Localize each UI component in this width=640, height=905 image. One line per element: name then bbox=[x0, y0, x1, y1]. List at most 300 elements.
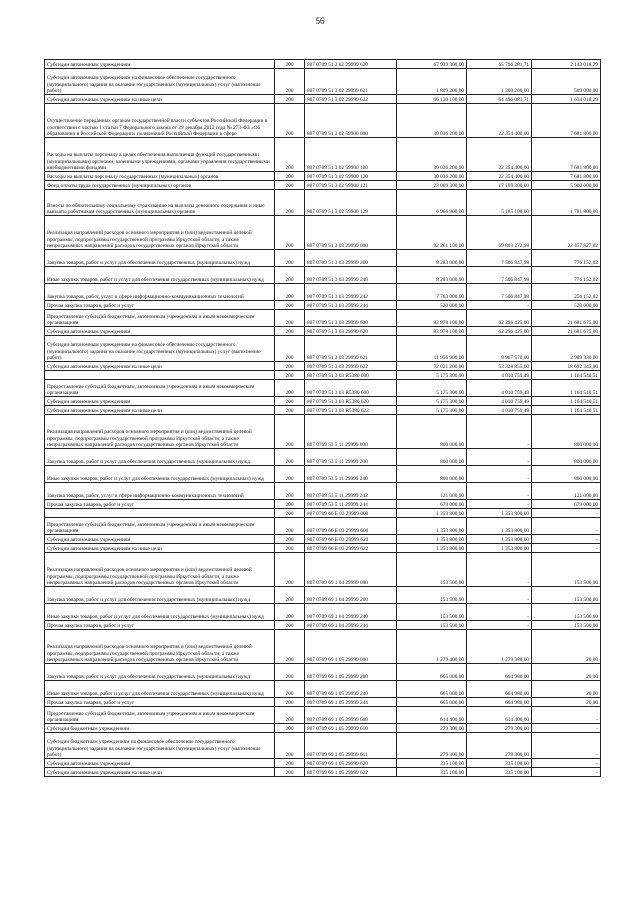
cell-name: Закупка товаров, работ и услуг для обеспечения государственных (муниципальных) нужд bbox=[45, 587, 275, 604]
cell-plan: 153 500,00 bbox=[397, 553, 467, 587]
cell-plan: 30 036 200,00 bbox=[397, 138, 467, 172]
cell-name: Взносы по обязательному социальному страхованию на выплаты денежного содержания и иные выплаты работникам государственных (муниципальных) органов bbox=[45, 190, 275, 216]
cell-rest: - bbox=[532, 509, 601, 518]
cell-done: 664 980,00 bbox=[467, 664, 532, 681]
cell-rest: 776 152,02 bbox=[532, 250, 601, 267]
table-row bbox=[45, 95, 601, 104]
cell-plan: 1 353 800,00 bbox=[397, 518, 467, 535]
table-row bbox=[45, 707, 601, 724]
cell-done: 22 354 400,00 bbox=[467, 172, 532, 181]
cell-rest: - bbox=[532, 707, 601, 724]
cell-plan: 5 175 300,00 bbox=[397, 397, 467, 406]
cell-name: Закупка товаров, работ, услуг в сфере информационно-коммуникационных технологий bbox=[45, 284, 275, 301]
cell-done: 614 400,00 bbox=[467, 707, 532, 724]
cell-done: 664 980,00 bbox=[467, 681, 532, 698]
cell-done: 1 353 800,00 bbox=[467, 518, 532, 535]
cell-done: 279 300,00 bbox=[467, 733, 532, 759]
cell-name: Иные закупки товаров, работ и услуг для обеспечения государственных (муниципальных) нужд bbox=[45, 466, 275, 483]
cell-csr: 807 0709 69 1 04 29999 244 bbox=[305, 621, 397, 630]
cell-done: - bbox=[467, 466, 532, 483]
table-row bbox=[45, 587, 601, 604]
cell-csr: 807 0709 69 1 05 29999 611 bbox=[305, 733, 397, 759]
cell-rest: 7 681 800,00 bbox=[532, 172, 601, 181]
cell-csr: 807 0709 69 1 05 29999 200 bbox=[305, 664, 397, 681]
cell-rest: 1 634 018,29 bbox=[532, 95, 601, 104]
cell-rest: 20,00 bbox=[532, 698, 601, 707]
cell-rest: - bbox=[532, 733, 601, 759]
cell-csr: 807 0709 51 3 02 29999 621 bbox=[305, 69, 397, 95]
cell-plan: 1 353 800,00 bbox=[397, 535, 467, 544]
table-row bbox=[45, 362, 601, 371]
cell-code: 200 bbox=[275, 466, 305, 483]
cell-csr: 807 0709 69 1 05 29999 620 bbox=[305, 759, 397, 768]
cell-csr: 807 0709 51 3 03 R5380 000 bbox=[305, 371, 397, 380]
cell-csr: 807 0709 53 5 11 29999 240 bbox=[305, 466, 397, 483]
cell-name: Иные закупки товаров, работ и услуг для обеспечения государственных (муниципальных) нужд bbox=[45, 267, 275, 284]
cell-rest: 18 692 345,00 bbox=[532, 362, 601, 371]
cell-rest: 22 457 827,02 bbox=[532, 216, 601, 250]
cell-csr: 807 0709 66 Б 03 29999 620 bbox=[305, 535, 397, 544]
cell-code: 200 bbox=[275, 483, 305, 500]
cell-csr: 807 0709 53 5 11 29999 242 bbox=[305, 483, 397, 500]
cell-rest: 256 152,02 bbox=[532, 284, 601, 301]
cell-code: 200 bbox=[275, 190, 305, 216]
cell-code: 200 bbox=[275, 664, 305, 681]
table-row bbox=[45, 380, 601, 397]
cell-name: Закупка товаров, работ, услуг в сфере информационно-коммуникационных технологий bbox=[45, 483, 275, 500]
cell-done: 1 353 800,00 bbox=[467, 544, 532, 553]
cell-csr: 807 0709 51 3 02 59900 120 bbox=[305, 172, 397, 181]
cell-code: 200 bbox=[275, 535, 305, 544]
cell-done: 1 353 800,00 bbox=[467, 509, 532, 518]
table-row bbox=[45, 216, 601, 250]
cell-name: Субсидии автономным учреждениям на иные цели bbox=[45, 406, 275, 415]
cell-code: 200 bbox=[275, 415, 305, 449]
cell-code: 200 bbox=[275, 724, 305, 733]
cell-done: 4 010 759,49 bbox=[467, 380, 532, 397]
table-row bbox=[45, 535, 601, 544]
cell-done: 22 354 400,00 bbox=[467, 138, 532, 172]
cell-name: Предоставление субсидий бюджетным, автономным учреждениям и иным некоммерческим организациям bbox=[45, 707, 275, 724]
cell-rest: - bbox=[532, 768, 601, 777]
cell-code: 200 bbox=[275, 181, 305, 190]
cell-done: - bbox=[467, 483, 532, 500]
table-row bbox=[45, 553, 601, 587]
cell-rest: 153 500,00 bbox=[532, 621, 601, 630]
cell-code: 200 bbox=[275, 509, 305, 518]
cell-name: Закупка товаров, работ и услуг для обеспечения государственных (муниципальных) нужд bbox=[45, 250, 275, 267]
cell-plan: 520 000,00 bbox=[397, 301, 467, 310]
table-row bbox=[45, 664, 601, 681]
cell-name: Субсидии автономным учреждениям bbox=[45, 759, 275, 768]
table-row bbox=[45, 759, 601, 768]
cell-code: 200 bbox=[275, 397, 305, 406]
cell-rest: - bbox=[532, 518, 601, 535]
cell-csr: 807 0709 51 3 02 29999 620 bbox=[305, 60, 397, 69]
cell-done: - bbox=[467, 301, 532, 310]
table-row bbox=[45, 327, 601, 336]
table-row bbox=[45, 181, 601, 190]
cell-code: 200 bbox=[275, 172, 305, 181]
cell-code: 200 bbox=[275, 759, 305, 768]
cell-code: 200 bbox=[275, 698, 305, 707]
cell-done: 69 803 272,98 bbox=[467, 216, 532, 250]
cell-done: 65 796 281,71 bbox=[467, 60, 532, 69]
cell-done: 17 169 300,00 bbox=[467, 181, 532, 190]
cell-csr: 807 0709 51 3 03 29999 621 bbox=[305, 336, 397, 362]
cell-code: 200 bbox=[275, 95, 305, 104]
cell-rest: 20,00 bbox=[532, 664, 601, 681]
cell-plan: 665 000,00 bbox=[397, 698, 467, 707]
cell-plan: 67 939 300,00 bbox=[397, 60, 467, 69]
cell-csr: 807 0709 69 1 05 29999 244 bbox=[305, 698, 397, 707]
cell-done: 335 100,00 bbox=[467, 768, 532, 777]
cell-rest: 20,00 bbox=[532, 630, 601, 664]
cell-code: 200 bbox=[275, 371, 305, 380]
cell-code: 200 bbox=[275, 604, 305, 621]
cell-done: 1 300 200,00 bbox=[467, 69, 532, 95]
table-row bbox=[45, 483, 601, 500]
cell-plan: 679 000,00 bbox=[397, 500, 467, 509]
cell-done: 64 496 081,71 bbox=[467, 95, 532, 104]
cell-plan: 1 809 200,00 bbox=[397, 69, 467, 95]
cell-name: Субсидии автономным учреждениям bbox=[45, 60, 275, 69]
cell-rest: 800 000,00 bbox=[532, 466, 601, 483]
cell-code: 200 bbox=[275, 69, 305, 95]
cell-csr: 807 0709 51 3 03 29999 000 bbox=[305, 216, 397, 250]
cell-plan: 5 175 300,00 bbox=[397, 371, 467, 380]
cell-csr: 807 0709 69 1 04 29999 200 bbox=[305, 587, 397, 604]
cell-rest: 1 164 540,51 bbox=[532, 406, 601, 415]
cell-rest: 121 000,00 bbox=[532, 483, 601, 500]
cell-done: 7 506 847,98 bbox=[467, 284, 532, 301]
cell-rest: - bbox=[532, 535, 601, 544]
cell-done: 335 100,00 bbox=[467, 759, 532, 768]
cell-rest: 5 900 000,00 bbox=[532, 181, 601, 190]
cell-done: - bbox=[467, 449, 532, 466]
cell-code: 200 bbox=[275, 518, 305, 535]
budget-table-body bbox=[45, 60, 601, 777]
table-row bbox=[45, 371, 601, 380]
table-row bbox=[45, 104, 601, 138]
cell-csr: 807 0709 51 3 02 59900 129 bbox=[305, 190, 397, 216]
cell-done: - bbox=[467, 415, 532, 449]
cell-rest: - bbox=[532, 544, 601, 553]
table-row bbox=[45, 397, 601, 406]
cell-plan: 800 000,00 bbox=[397, 415, 467, 449]
cell-name: Закупка товаров, работ и услуг для обеспечения государственных (муниципальных) нужд bbox=[45, 664, 275, 681]
cell-csr: 807 0709 69 1 05 29999 240 bbox=[305, 681, 397, 698]
cell-plan: 30 036 200,00 bbox=[397, 172, 467, 181]
table-row bbox=[45, 69, 601, 95]
cell-done: 279 300,00 bbox=[467, 724, 532, 733]
cell-name: Реализация направлений расходов основного мероприятия и (или) ведомственной целевой программы, подпрограммы государственной программы Иркутской области, а также непрограммных направлений расходов государственных органов Иркутской области bbox=[45, 216, 275, 250]
cell-plan: 800 000,00 bbox=[397, 466, 467, 483]
table-row bbox=[45, 544, 601, 553]
cell-plan: 6 966 900,00 bbox=[397, 190, 467, 216]
cell-code: 200 bbox=[275, 544, 305, 553]
table-row bbox=[45, 630, 601, 664]
cell-code: 200 bbox=[275, 380, 305, 397]
cell-plan: 11 956 900,00 bbox=[397, 336, 467, 362]
cell-plan: 1 279 400,00 bbox=[397, 630, 467, 664]
cell-plan: 121 000,00 bbox=[397, 483, 467, 500]
cell-done: 7 506 847,98 bbox=[467, 250, 532, 267]
cell-name: Иные закупки товаров, работ и услуг для обеспечения государственных (муниципальных) нужд bbox=[45, 604, 275, 621]
cell-code: 200 bbox=[275, 406, 305, 415]
cell-rest: - bbox=[532, 759, 601, 768]
cell-rest: 2 143 018,29 bbox=[532, 60, 601, 69]
cell-rest: 20,00 bbox=[532, 681, 601, 698]
cell-name: Субсидии автономным учреждениям на иные цели bbox=[45, 95, 275, 104]
cell-plan: 5 175 300,00 bbox=[397, 380, 467, 397]
cell-plan: 335 100,00 bbox=[397, 768, 467, 777]
cell-plan: 279 300,00 bbox=[397, 724, 467, 733]
table-row bbox=[45, 336, 601, 362]
table-row bbox=[45, 449, 601, 466]
cell-name: Субсидии автономным учреждениям на иные цели bbox=[45, 768, 275, 777]
cell-name: Субсидии автономным учреждениям на иные цели bbox=[45, 362, 275, 371]
cell-name: Иные закупки товаров, работ и услуг для обеспечения государственных (муниципальных) нужд bbox=[45, 681, 275, 698]
cell-rest: 2 989 330,00 bbox=[532, 336, 601, 362]
cell-code: 200 bbox=[275, 267, 305, 284]
cell-csr: 807 0709 51 3 03 29999 600 bbox=[305, 310, 397, 327]
cell-name: Прочая закупка товаров, работ и услуг bbox=[45, 500, 275, 509]
cell-rest: 800 000,00 bbox=[532, 449, 601, 466]
cell-name: Субсидии бюджетным учреждениям bbox=[45, 724, 275, 733]
cell-name: Предоставление субсидий бюджетным, автономным учреждениям и иным некоммерческим организациям bbox=[45, 310, 275, 327]
cell-plan: 8 283 000,00 bbox=[397, 267, 467, 284]
cell-code: 200 bbox=[275, 336, 305, 362]
cell-rest: 1 164 540,51 bbox=[532, 397, 601, 406]
cell-name bbox=[45, 371, 275, 380]
cell-name: Реализация направлений расходов основного мероприятия и (или) ведомственной целевой программы, подпрограммы государственной программы Иркутской области, а также непрограммных направлений расходов государственных органов Иркутской области bbox=[45, 415, 275, 449]
cell-plan: 665 000,00 bbox=[397, 664, 467, 681]
cell-done: - bbox=[467, 587, 532, 604]
cell-name: Субсидии автономным учреждениям bbox=[45, 535, 275, 544]
cell-rest: 1 164 540,51 bbox=[532, 380, 601, 397]
cell-csr: 807 0709 53 5 11 29999 000 bbox=[305, 415, 397, 449]
cell-code: 200 bbox=[275, 250, 305, 267]
cell-rest: 679 000,00 bbox=[532, 500, 601, 509]
cell-done: 4 010 759,49 bbox=[467, 397, 532, 406]
cell-done: 1 353 800,00 bbox=[467, 535, 532, 544]
budget-table bbox=[44, 59, 601, 777]
table-row bbox=[45, 681, 601, 698]
cell-plan: 66 130 100,00 bbox=[397, 95, 467, 104]
cell-csr: 807 0709 51 3 03 29999 244 bbox=[305, 301, 397, 310]
cell-done: 53 328 855,00 bbox=[467, 362, 532, 371]
table-row bbox=[45, 500, 601, 509]
cell-csr: 807 0709 51 3 03 R5380 622 bbox=[305, 406, 397, 415]
cell-name: Субсидии бюджетным учреждениям на финансовое обеспечение государственного (муниципального) задания на оказание государственных (муниципальных) услуг (выполнение работ) bbox=[45, 733, 275, 759]
cell-name: Прочая закупка товаров, работ и услуг bbox=[45, 698, 275, 707]
cell-plan: 665 000,00 bbox=[397, 681, 467, 698]
cell-plan: 335 100,00 bbox=[397, 759, 467, 768]
cell-plan: 800 000,00 bbox=[397, 449, 467, 466]
cell-code: 200 bbox=[275, 500, 305, 509]
cell-plan: 5 175 300,00 bbox=[397, 406, 467, 415]
cell-plan: 8 283 000,00 bbox=[397, 250, 467, 267]
cell-csr: 807 0709 51 3 02 59900 000 bbox=[305, 104, 397, 138]
cell-csr: 807 0709 51 3 03 29999 200 bbox=[305, 250, 397, 267]
cell-plan: 1 353 800,00 bbox=[397, 544, 467, 553]
cell-name: Прочая закупка товаров, работ и услуг bbox=[45, 621, 275, 630]
cell-csr: 807 0709 69 1 05 29999 610 bbox=[305, 724, 397, 733]
cell-code: 200 bbox=[275, 216, 305, 250]
cell-name bbox=[45, 509, 275, 518]
table-row bbox=[45, 733, 601, 759]
cell-csr: 807 0709 51 3 02 59900 121 bbox=[305, 181, 397, 190]
cell-plan: 30 036 200,00 bbox=[397, 104, 467, 138]
cell-plan: 153 500,00 bbox=[397, 604, 467, 621]
cell-name: Субсидии автономным учреждениям bbox=[45, 327, 275, 336]
cell-csr: 807 0709 51 3 03 29999 240 bbox=[305, 267, 397, 284]
cell-done: - bbox=[467, 553, 532, 587]
cell-done: 62 296 425,00 bbox=[467, 327, 532, 336]
table-row bbox=[45, 621, 601, 630]
cell-done: 1 279 380,00 bbox=[467, 630, 532, 664]
cell-rest: 520 000,00 bbox=[532, 301, 601, 310]
cell-rest: 153 500,00 bbox=[532, 604, 601, 621]
cell-csr: 807 0709 69 1 05 29999 622 bbox=[305, 768, 397, 777]
cell-name: Субсидии автономным учреждениям на иные цели bbox=[45, 544, 275, 553]
table-row bbox=[45, 768, 601, 777]
cell-code: 200 bbox=[275, 768, 305, 777]
cell-csr: 807 0709 66 Б 03 29999 000 bbox=[305, 509, 397, 518]
cell-rest: 153 500,00 bbox=[532, 587, 601, 604]
cell-done: 4 010 759,49 bbox=[467, 371, 532, 380]
cell-code: 200 bbox=[275, 707, 305, 724]
cell-code: 200 bbox=[275, 284, 305, 301]
cell-done: - bbox=[467, 621, 532, 630]
cell-done: 62 296 425,00 bbox=[467, 310, 532, 327]
table-row bbox=[45, 518, 601, 535]
cell-csr: 807 0709 51 3 02 29999 622 bbox=[305, 95, 397, 104]
cell-code: 200 bbox=[275, 310, 305, 327]
cell-code: 200 bbox=[275, 138, 305, 172]
table-row bbox=[45, 698, 601, 707]
table-row bbox=[45, 406, 601, 415]
cell-csr: 807 0709 51 3 03 29999 622 bbox=[305, 362, 397, 371]
cell-code: 200 bbox=[275, 301, 305, 310]
cell-rest: - bbox=[532, 724, 601, 733]
cell-rest: 7 681 800,00 bbox=[532, 104, 601, 138]
cell-plan: 153 500,00 bbox=[397, 587, 467, 604]
cell-csr: 807 0709 51 3 02 59900 100 bbox=[305, 138, 397, 172]
cell-csr: 807 0709 51 3 03 R5380 600 bbox=[305, 380, 397, 397]
table-row bbox=[45, 466, 601, 483]
cell-rest: 1 164 540,51 bbox=[532, 371, 601, 380]
cell-done: 7 506 847,98 bbox=[467, 267, 532, 284]
cell-rest: 153 500,00 bbox=[532, 553, 601, 587]
table-row bbox=[45, 250, 601, 267]
cell-code: 200 bbox=[275, 449, 305, 466]
cell-name: Осуществление переданных органам государственной власти субъектов Российской Федерации в соответствии с частью 1 статьи 7 Федерального закона от 29 декабря 2012 года № 273-ФЗ «Об образовании в Российской Федерации» полномочий Российской Федерации в сфере bbox=[45, 104, 275, 138]
cell-rest: 21 681 675,00 bbox=[532, 327, 601, 336]
table-row bbox=[45, 724, 601, 733]
cell-done: 4 010 759,49 bbox=[467, 406, 532, 415]
cell-csr: 807 0709 53 5 11 29999 244 bbox=[305, 500, 397, 509]
cell-plan: 614 400,00 bbox=[397, 707, 467, 724]
table-row bbox=[45, 138, 601, 172]
cell-done: 5 185 100,00 bbox=[467, 190, 532, 216]
table-row bbox=[45, 284, 601, 301]
cell-name: Расходы на выплаты персоналу государственных (муниципальных) органов bbox=[45, 172, 275, 181]
cell-code: 200 bbox=[275, 630, 305, 664]
cell-name: Субсидии автономным учреждениям на финансовое обеспечение государственного (муниципального) задания на оказание государственных (муниципальных) услуг (выполнение работ) bbox=[45, 69, 275, 95]
table-row bbox=[45, 415, 601, 449]
page-number: 56 bbox=[315, 16, 325, 26]
cell-name: Прочая закупка товаров, работ и услуг bbox=[45, 301, 275, 310]
cell-csr: 807 0709 51 3 03 29999 620 bbox=[305, 327, 397, 336]
cell-rest: 1 781 800,00 bbox=[532, 190, 601, 216]
cell-rest: 509 000,00 bbox=[532, 69, 601, 95]
table-row bbox=[45, 60, 601, 69]
cell-rest: 21 681 675,00 bbox=[532, 310, 601, 327]
cell-rest: 7 681 800,00 bbox=[532, 138, 601, 172]
cell-csr: 807 0709 51 3 03 29999 242 bbox=[305, 284, 397, 301]
cell-code: 200 bbox=[275, 553, 305, 587]
cell-code: 200 bbox=[275, 327, 305, 336]
cell-code: 200 bbox=[275, 681, 305, 698]
table-row bbox=[45, 267, 601, 284]
cell-done: 664 980,00 bbox=[467, 698, 532, 707]
cell-name: Закупка товаров, работ и услуг для обеспечения государственных (муниципальных) нужд bbox=[45, 449, 275, 466]
cell-name: Расходы на выплаты персоналу в целях обеспечения выполнения функций государственными (муниципальными) органами, казенными учреждениями, органами управления государственными внебюджетными фондами bbox=[45, 138, 275, 172]
cell-done: - bbox=[467, 604, 532, 621]
cell-name: Субсидии автономным учреждениям на финансовое обеспечение государственного (муниципального) задания на оказание государственных (муниципальных) услуг (выполнение работ) bbox=[45, 336, 275, 362]
table-row bbox=[45, 301, 601, 310]
cell-rest: 776 152,02 bbox=[532, 267, 601, 284]
cell-name: Реализация направлений расходов основного мероприятия и (или) ведомственной целевой программы, подпрограммы государственной программы Иркутской области, а также непрограммных направлений расходов государственных органов Иркутской области bbox=[45, 630, 275, 664]
cell-code: 200 bbox=[275, 621, 305, 630]
cell-csr: 807 0709 69 1 04 29999 000 bbox=[305, 553, 397, 587]
cell-code: 200 bbox=[275, 587, 305, 604]
cell-plan: 1 353 800,00 bbox=[397, 509, 467, 518]
cell-csr: 807 0709 66 Б 03 29999 600 bbox=[305, 518, 397, 535]
cell-csr: 807 0709 69 1 05 29999 600 bbox=[305, 707, 397, 724]
cell-csr: 807 0709 66 Б 03 29999 622 bbox=[305, 544, 397, 553]
cell-code: 200 bbox=[275, 104, 305, 138]
table-row bbox=[45, 509, 601, 518]
cell-plan: 279 300,00 bbox=[397, 733, 467, 759]
cell-csr: 807 0709 53 5 11 29999 200 bbox=[305, 449, 397, 466]
cell-csr: 807 0709 69 1 04 29999 240 bbox=[305, 604, 397, 621]
cell-done: 22 354 400,00 bbox=[467, 104, 532, 138]
table-row bbox=[45, 172, 601, 181]
cell-name: Предоставление субсидий бюджетным, автономным учреждениям и иным некоммерческим организациям bbox=[45, 380, 275, 397]
cell-plan: 72 021 200,00 bbox=[397, 362, 467, 371]
cell-plan: 23 069 300,00 bbox=[397, 181, 467, 190]
cell-rest: 800 000,00 bbox=[532, 415, 601, 449]
cell-plan: 92 261 100,00 bbox=[397, 216, 467, 250]
table-row bbox=[45, 310, 601, 327]
cell-name: Реализация направлений расходов основного мероприятия и (или) ведомственной целевой программы, подпрограммы государственной программы Иркутской области, а также непрограммных направлений расходов государственных органов Иркутской области bbox=[45, 553, 275, 587]
table-row bbox=[45, 190, 601, 216]
cell-code: 200 bbox=[275, 733, 305, 759]
cell-csr: 807 0709 51 3 03 R5380 620 bbox=[305, 397, 397, 406]
table-row bbox=[45, 604, 601, 621]
cell-name: Предоставление субсидий бюджетным, автономным учреждениям и иным некоммерческим организациям bbox=[45, 518, 275, 535]
cell-code: 200 bbox=[275, 362, 305, 371]
cell-name: Субсидии автономным учреждениям bbox=[45, 397, 275, 406]
cell-code: 200 bbox=[275, 60, 305, 69]
cell-plan: 83 978 100,00 bbox=[397, 327, 467, 336]
cell-plan: 7 763 000,00 bbox=[397, 284, 467, 301]
cell-csr: 807 0709 69 1 05 29999 000 bbox=[305, 630, 397, 664]
cell-name: Фонд оплаты труда государственных (муниципальных) органов bbox=[45, 181, 275, 190]
